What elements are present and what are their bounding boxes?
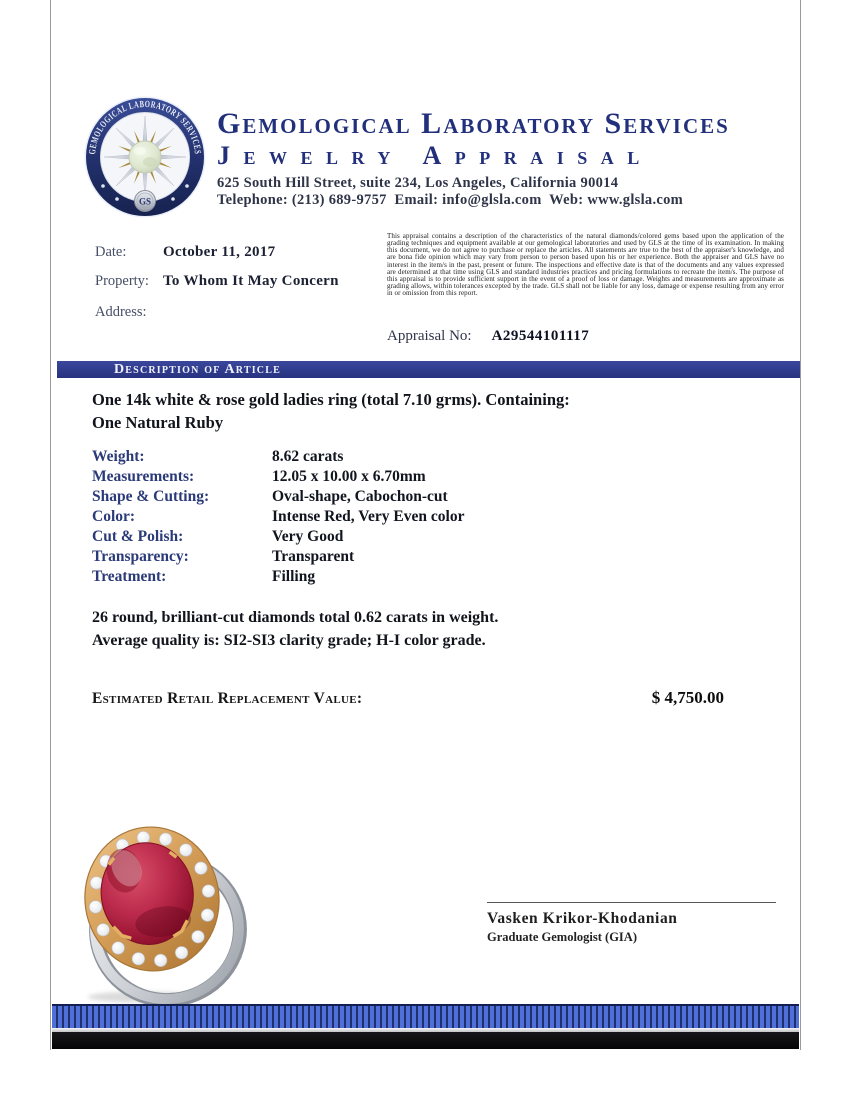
company-name: Gemological Laboratory Services <box>217 107 730 140</box>
appraiser-name: Vasken Krikor-Khodanian <box>487 910 678 927</box>
spec-row-transparency <box>92 547 464 567</box>
spec-row-treatment <box>92 567 464 587</box>
section-title: Description of Article <box>114 362 281 377</box>
spec-label: Measurements: <box>92 468 195 485</box>
spec-row-color <box>92 507 464 527</box>
company-seal-logo <box>84 96 206 218</box>
diamonds-line1: 26 round, brilliant-cut diamonds total 0.62 carats in weight. <box>92 609 499 626</box>
ring-photo <box>58 815 313 1005</box>
spec-row-measurements <box>92 467 464 487</box>
document-type-title: Jewelry Appraisal <box>217 141 653 170</box>
spec-row-weight <box>92 447 464 467</box>
spec-value: Intense Red, Very Even color <box>272 508 465 525</box>
spec-value: Very Good <box>272 528 344 545</box>
date-row <box>95 243 275 261</box>
spec-label: Color: <box>92 508 136 525</box>
date-label: Date: <box>95 244 127 260</box>
signature-block <box>487 902 776 945</box>
blue-stripe-band <box>52 1004 799 1028</box>
spec-value: Transparent <box>272 548 355 565</box>
appraisal-number-row <box>387 327 589 345</box>
spec-row-shape <box>92 487 464 507</box>
spec-value: 8.62 carats <box>272 448 344 465</box>
disclaimer-text: This appraisal contains a description of the characteristics of the natural diamonds/colored gems based upon the application of the grading techniques and equipment available at our gemological laboratories and used by GLS at the time of its examination. In making this document, we do not agree to purchase or replace the articles. All statements are true to the best of the appraiser's knowledge, and are bona fide opinion which may vary from person to person based upon his or her experience. Both the appraiser and GLS have no interest in the item/s in the past, present or future. The inspections and effective date is that of the documents and any values expressed are determined at that time using GLS and standard industries practices and pricing formulations to recreate the item/s. The purpose of this appraisal is to provide sufficient support in the event of a proof of loss or damage. Weights and measurements are approximate as grading allows, within tolerances excepted by the trade. GLS shall not be liable for any loss, damage or expense resulting from any error in or omission from this report. <box>387 232 784 298</box>
spec-label: Cut & Polish: <box>92 528 184 545</box>
diamonds-note <box>92 606 498 652</box>
article-intro <box>92 389 570 434</box>
address-row <box>95 303 159 321</box>
seal-monogram-badge <box>135 191 156 212</box>
seal-arc-text: GEMOLOGICAL LABORATORY SERVICES <box>88 99 203 157</box>
seal-monogram-text: GS <box>138 196 152 207</box>
valuation-label: Estimated Retail Replacement Value: <box>92 690 363 707</box>
description-section-bar <box>57 361 800 378</box>
address-label: Address: <box>95 304 147 320</box>
article-intro-line1: One 14k white & rose gold ladies ring (total 7.10 grms). Containing: <box>92 390 570 409</box>
appraisal-number-value: A29544101117 <box>491 328 590 344</box>
spec-label: Treatment: <box>92 568 167 585</box>
valuation-row <box>92 688 724 708</box>
spec-label: Shape & Cutting: <box>92 488 210 505</box>
spec-label: Transparency: <box>92 548 189 565</box>
property-label: Property: <box>95 273 149 289</box>
company-contact: Telephone: (213) 689-9757 Email: info@glsla.com Web: www.glsla.com <box>217 192 684 208</box>
appraiser-title: Graduate Gemologist (GIA) <box>487 930 637 944</box>
spec-value: 12.05 x 10.00 x 6.70mm <box>272 468 426 485</box>
article-intro-line2: One Natural Ruby <box>92 412 224 432</box>
gem-spec-list <box>92 447 464 587</box>
spec-value: Filling <box>272 568 316 585</box>
diamonds-line2: Average quality is: SI2-SI3 clarity grade; H-I color grade. <box>92 632 486 649</box>
black-band <box>52 1032 799 1049</box>
valuation-amount: $ 4,750.00 <box>651 688 724 707</box>
property-row <box>95 272 339 290</box>
letterhead <box>217 108 792 209</box>
bottom-decorative-border <box>52 1004 799 1049</box>
appraisal-number-label: Appraisal No: <box>387 328 472 344</box>
center-gem-icon <box>129 141 161 173</box>
property-value: To Whom It May Concern <box>163 273 339 289</box>
spec-label: Weight: <box>92 448 145 465</box>
spec-value: Oval-shape, Cabochon-cut <box>272 488 448 505</box>
date-value: October 11, 2017 <box>163 244 276 260</box>
spec-row-cut-polish <box>92 527 464 547</box>
gem-highlight <box>134 147 146 155</box>
gem-shade <box>143 157 157 167</box>
company-address: 625 South Hill Street, suite 234, Los Angeles, California 90014 <box>217 175 619 191</box>
